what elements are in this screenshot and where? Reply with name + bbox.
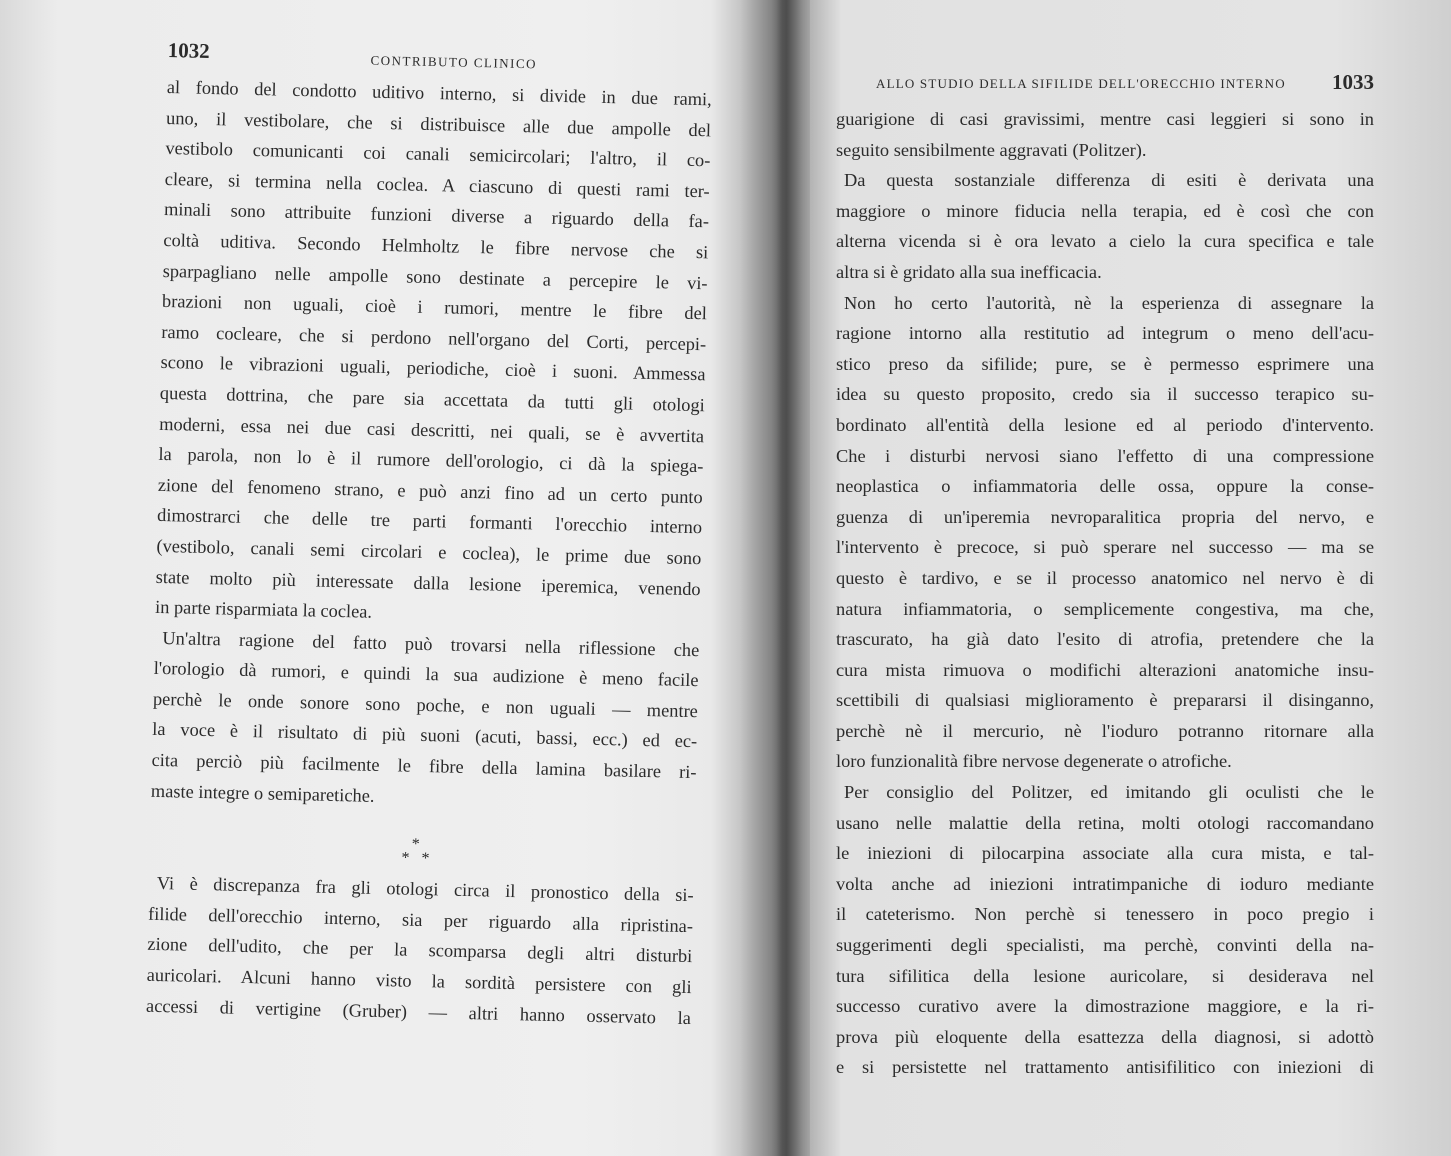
text-line: moderni, essa nei due casi descritti, nei quali, se è avvertita: [159, 413, 705, 446]
text-line: maste integre o semiparetiche.: [150, 780, 375, 806]
text-line: auricolari. Alcuni hanno visto la sordità persistere con gli: [146, 964, 692, 998]
gutter-shadow: [740, 0, 810, 1156]
text-line: ramo cocleare, che si perdono nell'organo del Corti, percepi-: [161, 321, 707, 355]
text-line: ragione intorno alla restitutio ad integrum o meno dell'acu-: [836, 323, 1374, 344]
asterisk: *: [401, 849, 410, 867]
right-page: [836, 70, 1374, 1083]
text-line: bordinato all'entità della lesione ed al periodo d'intervento.: [836, 414, 1374, 435]
text-line: perchè nè il mercurio, nè l'ioduro potranno ritornare alla: [836, 720, 1374, 741]
text-line: la parola, non lo è il rumore dell'orologio, ci dà la spiega-: [158, 444, 704, 477]
text-line: alterna vicenda si è ora levato a cielo la cura specifica e tale: [836, 231, 1374, 252]
section-break-asterism: [149, 806, 695, 880]
text-line: guenza di un'iperemia nevroparalitica propria del nervo, e: [836, 506, 1374, 527]
text-line: trascurato, ha già dato l'esito di atrofia, pretendere che la: [836, 629, 1374, 650]
text-line: l'intervento è precoce, si può sperare nel successo — ma se: [836, 537, 1374, 558]
asterisk: *: [421, 850, 430, 868]
text-line: Per consiglio del Politzer, ed imitando gli oculisti che le: [844, 782, 1374, 803]
text-line: guarigione di casi gravissimi, mentre casi leggieri si sono in: [836, 109, 1374, 129]
text-line: (vestibolo, canali semi circolari e coclea), le prime due sono: [156, 535, 702, 569]
right-page-body: [836, 104, 1374, 1083]
text-line: altra si è gridato alla sua inefficacia.: [836, 261, 1102, 282]
text-line: la voce è il risultato di più suoni (acuti, bassi, ecc.) ed ec-: [152, 719, 698, 752]
text-line: usano nelle malattie della retina, molti otologi raccomandano: [836, 812, 1374, 833]
text-line: stico preso da sifilide; pure, se è permesso esprimere una: [836, 353, 1374, 374]
text-line: prova più eloquente della esattezza della diagnosi, si adottò: [836, 1026, 1374, 1047]
text-line: state molto più interessate dalla lesione iperemica, venendo: [155, 566, 701, 599]
text-line: seguito sensibilmente aggravati (Politzer).: [836, 139, 1147, 160]
page-number: 1033: [1332, 70, 1374, 94]
text-line: e si persistette nel trattamento antisifilitico con iniezioni di: [836, 1057, 1374, 1078]
text-line: scono le vibrazioni uguali, periodiche, cioè i suoni. Ammessa: [160, 352, 706, 385]
text-line: loro funzionalità fibre nervose degenerate o atrofiche.: [836, 751, 1232, 772]
text-line: cleare, si termina nella coclea. A ciascuno di questi rami ter-: [164, 168, 710, 202]
text-line: idea su questo proposito, credo sia il successo terapico su-: [836, 384, 1374, 405]
text-line: vestibolo comunicanti coi canali semicircolari; l'altro, il co-: [165, 138, 711, 171]
right-page-header: [836, 70, 1374, 104]
text-line: perchè le onde sonore sono poche, e non uguali — mentre: [152, 688, 699, 722]
text-line: neoplastica o infiammatoria delle ossa, oppure la conse-: [836, 476, 1374, 497]
text-line: questa dottrina, che pare sia accettata da tutti gli otologi: [159, 382, 706, 416]
text-line: cura mista rimuova o modifichi alterazioni anatomiche insu-: [836, 659, 1374, 680]
text-line: accessi di vertigine (Gruber) — altri hanno osservato la: [145, 995, 692, 1028]
text-line: cita perciò più facilmente le fibre della lamina basilare ri-: [151, 749, 697, 783]
text-line: Da questa sostanziale differenza di esiti è derivata una: [844, 170, 1374, 191]
asterisk: *: [411, 835, 420, 854]
text-line: maggiore o minore fiducia nella terapia, ed è così che con: [836, 200, 1374, 221]
text-line: volta anche ad iniezioni intratimpaniche di ioduro mediante: [836, 873, 1374, 894]
text-line: questo è tardivo, e se il processo anatomico nel nervo è di: [836, 567, 1374, 588]
text-line: le iniezioni di pilocarpina associate alla cura mista, e tal-: [836, 843, 1374, 864]
text-line: uno, il vestibolare, che si distribuisce alle due ampolle del: [165, 107, 712, 140]
text-line: Che i disturbi nervosi siano l'effetto di una compressione: [836, 445, 1374, 466]
left-page-body: [146, 72, 712, 1033]
running-head: ALLO STUDIO DELLA SIFILIDE DELL'ORECCHIO INTERNO: [876, 76, 1286, 91]
text-line: filide dell'orecchio interno, sia per riguardo alla ripristina-: [147, 903, 694, 936]
text-line: successo curativo avere la dimostrazione maggiore, e la ri-: [836, 996, 1374, 1017]
page-number: 1032: [167, 38, 210, 63]
text-line: il cateterismo. Non perchè si tenessero in poco pregio i: [836, 904, 1374, 925]
text-line: natura infiammatoria, o semplicemente congestiva, ma che,: [836, 598, 1374, 619]
text-line: l'orologio dà rumori, e quindi la sua audizione è meno facile: [153, 658, 699, 691]
text-line: al fondo del condotto uditivo interno, si divide in due rami,: [166, 76, 712, 110]
text-line: in parte risparmiata la coclea.: [154, 596, 373, 622]
text-line: tura sifilitica della lesione auricolare, si desiderava nel: [836, 965, 1374, 986]
left-page: [146, 38, 713, 1033]
text-line: minali sono attribuite funzioni diverse a riguardo della fa-: [163, 199, 710, 232]
text-line: scettibili di qualsiasi miglioramento è prepararsi il disinganno,: [836, 690, 1374, 711]
text-line: suggerimenti degli specialisti, ma perchè, convinti della na-: [836, 935, 1374, 956]
text-line: brazioni non uguali, cioè i rumori, mentre le fibre del: [161, 291, 708, 324]
running-head: CONTRIBUTO CLINICO: [370, 52, 538, 72]
text-line: zione dell'udito, che per la scomparsa degli altri disturbi: [147, 934, 693, 967]
text-line: dimostrarci che delle tre parti formanti l'orecchio interno: [156, 505, 703, 538]
text-line: Vi è discrepanza fra gli otologi circa il pronostico della si-: [156, 873, 694, 906]
text-line: sparpagliano nelle ampolle sono destinate a percepire le vi-: [162, 260, 708, 293]
text-line: coltà uditiva. Secondo Helmholtz le fibre nervose che si: [163, 229, 709, 263]
text-line: Non ho certo l'autorità, nè la esperienza di assegnare la: [844, 292, 1374, 313]
text-line: Un'altra ragione del fatto può trovarsi nella riflessione che: [162, 627, 700, 660]
text-line: zione del fenomeno strano, e può anzi fino ad un certo punto: [157, 474, 703, 507]
